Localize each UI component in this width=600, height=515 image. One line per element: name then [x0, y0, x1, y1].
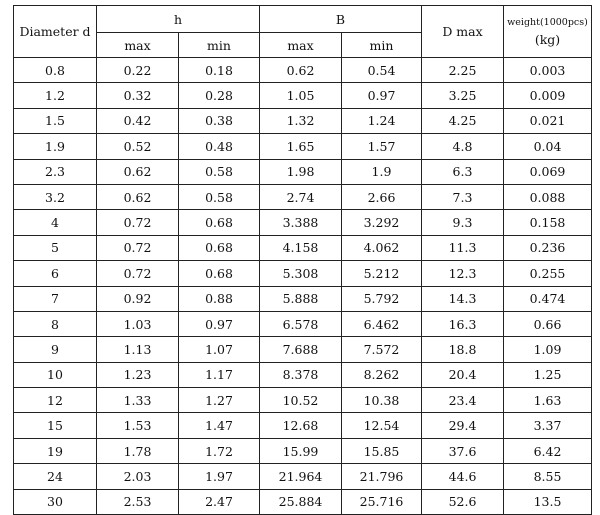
cell-h-min: 0.68 [179, 235, 260, 260]
table-row [14, 58, 592, 83]
cell-diameter: 10 [14, 362, 97, 387]
cell-h-min: 0.18 [179, 58, 260, 83]
cell-h-min: 1.97 [179, 464, 260, 489]
cell-weight: 0.236 [504, 235, 592, 260]
table-row [14, 184, 592, 209]
cell-diameter: 19 [14, 438, 97, 463]
cell-diameter: 8 [14, 311, 97, 336]
cell-b-max: 7.688 [260, 337, 342, 362]
cell-weight: 0.474 [504, 286, 592, 311]
table-row [14, 83, 592, 108]
cell-b-max: 6.578 [260, 311, 342, 336]
cell-d-max: 37.6 [422, 438, 504, 463]
cell-b-max: 5.888 [260, 286, 342, 311]
cell-d-max: 12.3 [422, 261, 504, 286]
cell-h-min: 0.97 [179, 311, 260, 336]
cell-h-min: 0.48 [179, 134, 260, 159]
cell-h-max: 0.22 [97, 58, 179, 83]
cell-h-max: 0.62 [97, 184, 179, 209]
cell-h-min: 0.28 [179, 83, 260, 108]
cell-b-min: 1.24 [342, 108, 422, 133]
header-b: B [260, 6, 422, 33]
cell-diameter: 3.2 [14, 184, 97, 209]
cell-b-min: 0.97 [342, 83, 422, 108]
table-row [14, 388, 592, 413]
cell-b-max: 12.68 [260, 413, 342, 438]
cell-b-min: 1.9 [342, 159, 422, 184]
cell-h-max: 1.53 [97, 413, 179, 438]
cell-d-max: 4.25 [422, 108, 504, 133]
cell-weight: 0.255 [504, 261, 592, 286]
header-d-max: D max [422, 6, 504, 58]
cell-h-max: 0.62 [97, 159, 179, 184]
cell-diameter: 6 [14, 261, 97, 286]
cell-weight: 6.42 [504, 438, 592, 463]
cell-b-min: 15.85 [342, 438, 422, 463]
cell-weight: 0.021 [504, 108, 592, 133]
cell-weight: 0.158 [504, 210, 592, 235]
table-row [14, 261, 592, 286]
spec-table [13, 5, 592, 515]
cell-weight: 1.09 [504, 337, 592, 362]
cell-d-max: 18.8 [422, 337, 504, 362]
cell-d-max: 29.4 [422, 413, 504, 438]
cell-h-max: 1.03 [97, 311, 179, 336]
cell-b-min: 25.716 [342, 489, 422, 514]
cell-b-min: 21.796 [342, 464, 422, 489]
table-row [14, 210, 592, 235]
cell-h-max: 0.92 [97, 286, 179, 311]
cell-b-max: 1.32 [260, 108, 342, 133]
cell-b-max: 2.74 [260, 184, 342, 209]
header-h-min: min [179, 33, 260, 58]
cell-h-min: 1.17 [179, 362, 260, 387]
cell-h-max: 0.72 [97, 261, 179, 286]
cell-b-max: 0.62 [260, 58, 342, 83]
cell-h-min: 0.88 [179, 286, 260, 311]
cell-d-max: 11.3 [422, 235, 504, 260]
cell-b-min: 4.062 [342, 235, 422, 260]
cell-diameter: 2.3 [14, 159, 97, 184]
cell-weight: 3.37 [504, 413, 592, 438]
cell-b-max: 3.388 [260, 210, 342, 235]
cell-d-max: 20.4 [422, 362, 504, 387]
header-row-1 [14, 6, 592, 33]
cell-b-max: 15.99 [260, 438, 342, 463]
cell-b-min: 0.54 [342, 58, 422, 83]
cell-h-min: 0.68 [179, 261, 260, 286]
cell-b-max: 8.378 [260, 362, 342, 387]
cell-d-max: 4.8 [422, 134, 504, 159]
cell-diameter: 4 [14, 210, 97, 235]
table-row [14, 362, 592, 387]
cell-diameter: 15 [14, 413, 97, 438]
cell-b-min: 5.792 [342, 286, 422, 311]
cell-h-min: 1.47 [179, 413, 260, 438]
cell-b-min: 8.262 [342, 362, 422, 387]
cell-b-min: 7.572 [342, 337, 422, 362]
header-weight [504, 6, 592, 58]
cell-diameter: 1.5 [14, 108, 97, 133]
cell-diameter: 7 [14, 286, 97, 311]
cell-d-max: 9.3 [422, 210, 504, 235]
cell-h-min: 0.58 [179, 159, 260, 184]
table-row [14, 489, 592, 514]
cell-h-max: 0.72 [97, 235, 179, 260]
cell-b-max: 25.884 [260, 489, 342, 514]
cell-diameter: 12 [14, 388, 97, 413]
cell-h-min: 1.07 [179, 337, 260, 362]
cell-b-max: 1.98 [260, 159, 342, 184]
table-row [14, 438, 592, 463]
cell-h-max: 1.13 [97, 337, 179, 362]
cell-b-min: 1.57 [342, 134, 422, 159]
cell-d-max: 16.3 [422, 311, 504, 336]
cell-b-min: 5.212 [342, 261, 422, 286]
header-h-max: max [97, 33, 179, 58]
cell-diameter: 5 [14, 235, 97, 260]
cell-h-min: 1.72 [179, 438, 260, 463]
cell-h-min: 2.47 [179, 489, 260, 514]
cell-weight: 0.088 [504, 184, 592, 209]
cell-b-max: 21.964 [260, 464, 342, 489]
cell-d-max: 52.6 [422, 489, 504, 514]
header-diameter: Diameter d [14, 6, 97, 58]
table-row [14, 286, 592, 311]
table-row [14, 413, 592, 438]
table-row [14, 337, 592, 362]
cell-diameter: 24 [14, 464, 97, 489]
table-row [14, 235, 592, 260]
cell-d-max: 2.25 [422, 58, 504, 83]
cell-weight: 13.5 [504, 489, 592, 514]
cell-b-max: 10.52 [260, 388, 342, 413]
cell-d-max: 14.3 [422, 286, 504, 311]
cell-h-max: 2.03 [97, 464, 179, 489]
cell-weight: 0.003 [504, 58, 592, 83]
cell-weight: 0.04 [504, 134, 592, 159]
header-h: h [97, 6, 260, 33]
cell-d-max: 6.3 [422, 159, 504, 184]
cell-h-max: 2.53 [97, 489, 179, 514]
cell-h-max: 1.23 [97, 362, 179, 387]
cell-weight: 1.63 [504, 388, 592, 413]
cell-d-max: 23.4 [422, 388, 504, 413]
cell-weight: 8.55 [504, 464, 592, 489]
cell-h-min: 1.27 [179, 388, 260, 413]
cell-h-max: 1.33 [97, 388, 179, 413]
cell-h-min: 0.38 [179, 108, 260, 133]
cell-d-max: 44.6 [422, 464, 504, 489]
table-row [14, 134, 592, 159]
cell-b-min: 3.292 [342, 210, 422, 235]
table-body [14, 58, 592, 515]
cell-h-max: 1.78 [97, 438, 179, 463]
cell-diameter: 9 [14, 337, 97, 362]
cell-h-max: 0.72 [97, 210, 179, 235]
cell-b-max: 1.05 [260, 83, 342, 108]
cell-h-max: 0.42 [97, 108, 179, 133]
cell-b-min: 12.54 [342, 413, 422, 438]
cell-b-max: 4.158 [260, 235, 342, 260]
cell-d-max: 7.3 [422, 184, 504, 209]
cell-b-min: 2.66 [342, 184, 422, 209]
cell-b-max: 5.308 [260, 261, 342, 286]
header-b-min: min [342, 33, 422, 58]
cell-h-min: 0.68 [179, 210, 260, 235]
cell-b-min: 6.462 [342, 311, 422, 336]
cell-diameter: 1.2 [14, 83, 97, 108]
header-weight-unit: (kg) [534, 31, 561, 47]
cell-weight: 0.069 [504, 159, 592, 184]
cell-h-min: 0.58 [179, 184, 260, 209]
cell-b-min: 10.38 [342, 388, 422, 413]
cell-weight: 1.25 [504, 362, 592, 387]
table-row [14, 464, 592, 489]
cell-d-max: 3.25 [422, 83, 504, 108]
cell-h-max: 0.52 [97, 134, 179, 159]
cell-diameter: 0.8 [14, 58, 97, 83]
cell-b-max: 1.65 [260, 134, 342, 159]
cell-weight: 0.009 [504, 83, 592, 108]
cell-weight: 0.66 [504, 311, 592, 336]
header-weight-label: weight(1000pcs) [507, 16, 588, 28]
table-row [14, 159, 592, 184]
cell-diameter: 1.9 [14, 134, 97, 159]
header-b-max: max [260, 33, 342, 58]
table-row [14, 311, 592, 336]
cell-h-max: 0.32 [97, 83, 179, 108]
cell-diameter: 30 [14, 489, 97, 514]
table-row [14, 108, 592, 133]
